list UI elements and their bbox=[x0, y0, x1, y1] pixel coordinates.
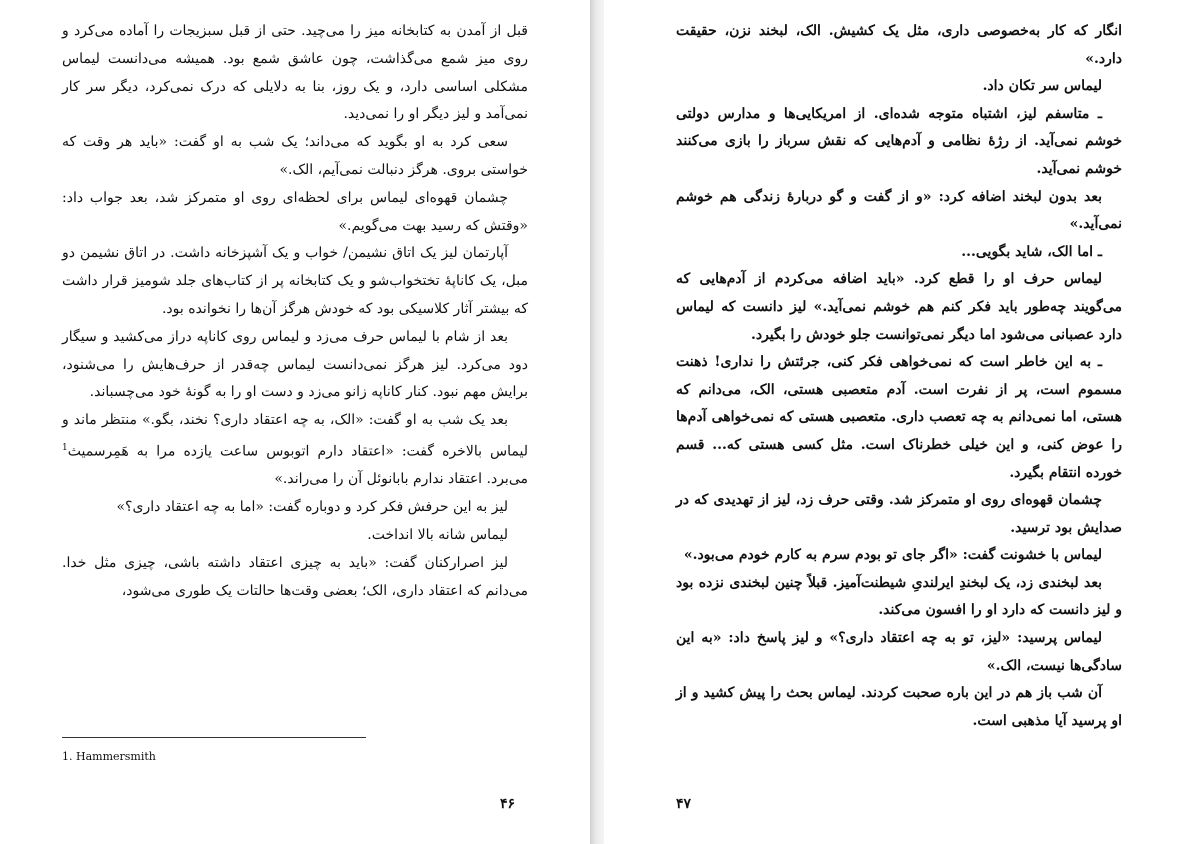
paragraph-with-footnote bbox=[62, 407, 528, 494]
paragraph: لیماس شانه بالا انداخت. bbox=[367, 527, 508, 543]
paragraph: لیماس پرسید: «لیز، تو به چه اعتقاد داری؟» و لیز پاسخ داد: «به این سادگی‌ها نیست، الک.» bbox=[676, 630, 1122, 674]
paragraph: لیز اصرارکنان گفت: «باید به چیزی اعتقاد داشته باشی، چیزی مثل خدا. می‌دانم که اعتقاد داری، الک؛ بعضی وقت‌ها حالتات یک طوری می‌شود، bbox=[62, 554, 528, 599]
paragraph: ـ اما الک، شاید بگویی... bbox=[961, 243, 1102, 260]
footnote-divider bbox=[62, 737, 366, 738]
right-page-text bbox=[676, 18, 1122, 735]
paragraph: آن شب باز هم در این باره صحبت کردند. لیماس بحث را پیش کشید و از او پرسید آیا مذهبی است. bbox=[676, 685, 1122, 729]
page-number: ۴۶ bbox=[500, 796, 516, 812]
paragraph: لیماس سر تکان داد. bbox=[982, 78, 1102, 95]
footnote-mark: 1 bbox=[62, 442, 68, 453]
paragraph: بعد لبخندی زد، یک لبخندِ ایرلندیِ شیطنت‌آمیز. قبلاً چنین لبخندی نزده بود و لیز دانست که دارد او را افسون می‌کند. bbox=[676, 574, 1122, 619]
paragraph: ـ به این خاطر است که نمی‌خواهی فکر کنی، جرئتش را نداری! ذهنت مسموم است، پر از نفرت است. آدم متعصبی هستی، الک، می‌دانم که هستی، اما نمی‌دانم به چه تعصب داری. متعصبی هستی که نمی‌خواهی آدم‌ها را عوض کنی، و این خیلی خطرناک است. مثل کسی هستی که... قسم خورده انتقام بگیرد. bbox=[676, 354, 1122, 481]
paragraph: لیز به این حرفش فکر کرد و دوباره گفت: «اما به چه اعتقاد داری؟» bbox=[116, 499, 508, 516]
paragraph-part: بعد یک شب به او گفت: «الک، به چه اعتقاد داری؟ نخند، بگو.» منتظر ماند و لیماس بالاخره گفت: «اعتقاد دارم اتوبوس ساعت یازده مرا به هَمِرسمیث bbox=[62, 412, 528, 460]
paragraph: لیماس حرف او را قطع کرد. «باید اضافه می‌کردم از آدم‌هایی که می‌گویند چه‌طور باید فکر کنم هم خوشم نمی‌آید.» لیز دانست که لیماس دارد عصبانی می‌شود اما دیگر نمی‌توانست جلو خودش را بگیرد. bbox=[676, 271, 1122, 343]
footnote: 1. Hammersmith bbox=[62, 750, 156, 763]
page-number: ۴۷ bbox=[676, 796, 692, 812]
paragraph: انگار که کار به‌خصوصی داری، مثل یک کشیش. الک، لبخند نزن، حقیقت دارد.» bbox=[676, 23, 1122, 67]
paragraph: آپارتمان لیز یک اتاق نشیمن/ خواب و یک آشپزخانه داشت. در اتاق نشیمن دو مبل، یک کاناپهٔ تختخواب‌شو و یک کتابخانه پر از کتاب‌های جلد شومیز قرار داشت که بیشتر آثار کلاسیکی بود که خودش هرگز آن‌ها را نخوانده بود. bbox=[62, 245, 528, 317]
paragraph: چشمان قهوه‌ای لیماس برای لحظه‌ای روی او متمرکز شد، بعد جواب داد: «وقتش که رسید بهت می‌گویم.» bbox=[62, 189, 528, 234]
right-page bbox=[604, 0, 1179, 844]
paragraph: ـ متاسفم لیز، اشتباه متوجه شده‌ای. از امریکایی‌ها و مدارس دولتی خوشم نمی‌آید. از رژهٔ نظامی و آدم‌هایی که نقش سرباز را بازی می‌کنند خوشم نمی‌آید. bbox=[676, 105, 1122, 177]
paragraph: سعی کرد به او بگوید که می‌داند؛ یک شب به او گفت: «باید هر وقت که خواستی بروی. هرگز دنبالت نمی‌آیم، الک.» bbox=[62, 134, 528, 178]
left-page-text bbox=[62, 18, 528, 605]
book-gutter bbox=[590, 0, 604, 844]
paragraph: بعد از شام با لیماس حرف می‌زد و لیماس روی کاناپه دراز می‌کشید و سیگار دود می‌کرد. لیز هرگز نمی‌دانست لیماس چه‌قدر از حرف‌هایش را می‌شنود، برایش مهم نبود. کنار کاناپه زانو می‌زد و دست او را به گونهٔ خود می‌چسباند. bbox=[62, 328, 528, 401]
paragraph-part: می‌برد. اعتقاد ندارم بابانوئل آن را می‌راند.» bbox=[274, 471, 528, 488]
paragraph: لیماس با خشونت گفت: «اگر جای تو بودم سرم به کارم خودم می‌بود.» bbox=[683, 547, 1102, 564]
paragraph: قبل از آمدن به کتابخانه میز را می‌چید. حتی از قبل سبزیجات را آماده می‌کرد و روی میز شمع می‌گذاشت، چون عاشق شمع بود. همیشه می‌دانست لیماس مشکلی اساسی دارد، و یک روز، بنا به دلایلی که درک نمی‌کرد، دیگر سر کار نمی‌آمد و لیز دیگر او را نمی‌دید. bbox=[62, 23, 528, 123]
paragraph: بعد بدون لبخند اضافه کرد: «و از گفت و گو دربارهٔ زندگی هم خوشم نمی‌آید.» bbox=[676, 188, 1122, 233]
paragraph: چشمان قهوه‌ای روی او متمرکز شد. وقتی حرف زد، لیز از تهدیدی که در صدایش بود ترسید. bbox=[676, 492, 1122, 536]
